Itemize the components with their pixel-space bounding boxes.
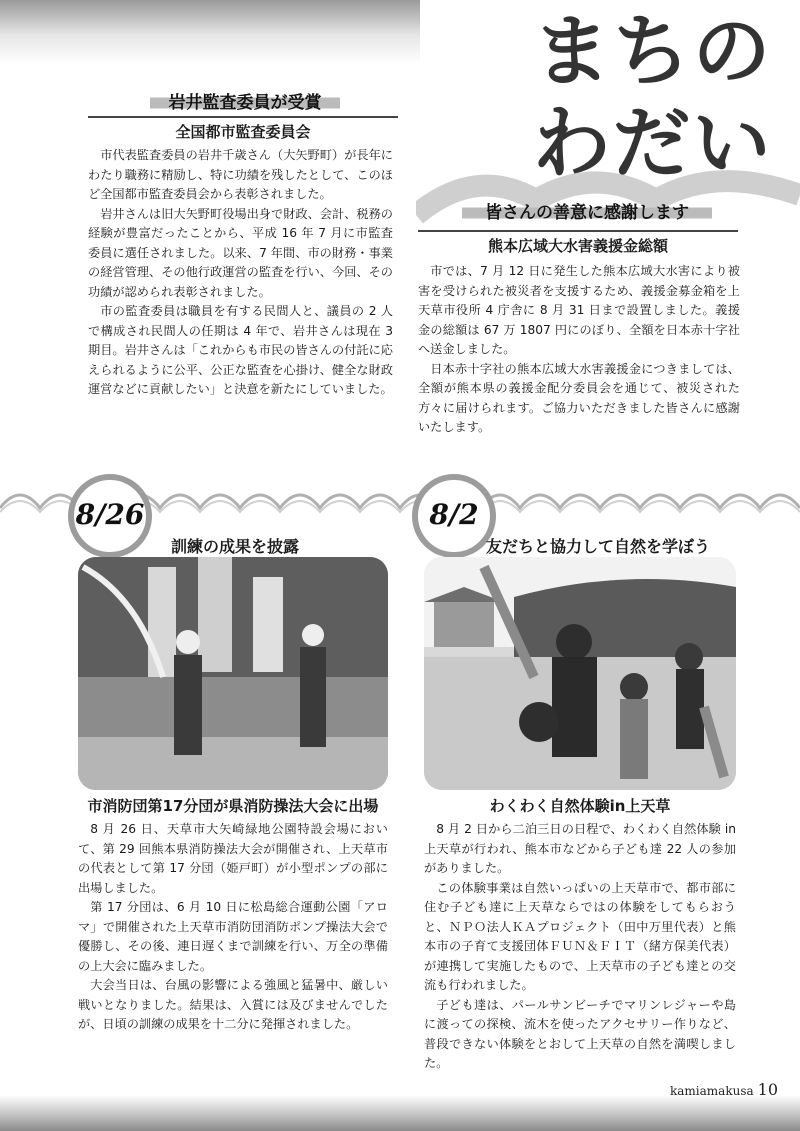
article3-caption: 市消防団第17分団が県消防操法大会に出場	[87, 797, 379, 815]
article2-paragraph: 日本赤十字社の熊本広域大水害義援金につきましては、全額が熊本県の義援金配分委員会を通じて、被災された方々に届けられます。ご協力いただきました皆さんに感謝いたします。	[418, 361, 740, 434]
article4-paragraph: 8 月 2 日から二泊三日の日程で、わくわく自然体験 in 上天草が行われ、熊本市などから子ども達 22 人の参加がありました。	[424, 822, 736, 875]
article3-paragraph: 大会当日は、台風の影響による強風と猛暑中、厳しい戦いとなりました。結果は、入賞には及びませんでしたが、日頃の訓練の成果を十二分に発揮されました。	[78, 978, 388, 1031]
article1-body	[88, 146, 393, 400]
fire-brigade-photo	[78, 557, 388, 790]
date-slash: /	[448, 498, 460, 531]
page-footer	[670, 1080, 778, 1099]
article4-date-month: 8	[429, 498, 449, 531]
article2-subheading: 熊本広域大水害義援金総額	[418, 230, 738, 256]
footer-brand: kamiamakusa	[669, 1084, 754, 1098]
article3-date-badge	[68, 474, 152, 558]
article3-date-day: 26	[105, 498, 145, 531]
article2-heading: 皆さんの善意に感謝します	[462, 198, 712, 222]
page-title-line2: わだい	[532, 99, 773, 189]
nature-experience-photo	[424, 557, 736, 790]
article3-paragraph: 8 月 26 日、天草市大矢崎緑地公園特設会場において、第 29 回熊本県消防操法大会が開催され、上天草市の代表として第 17 分団（姫戸町）が小型ポンプの部に出場しました。	[78, 822, 388, 895]
article1-paragraph: 岩井さんは旧大矢野町役場出身で財政、会計、税務の経験が豊富だったことから、平成 16 年 7 月に市監査委員に選任されました。以来、7 年間、市の財務・事業の経営管理、その他行政運営の監査を行い、今回、その功績が認められ表彰されました。	[88, 206, 393, 299]
article1-heading: 岩井監査委員が受賞	[150, 88, 340, 112]
article2-paragraph: 市では、7 月 12 日に発生した熊本広域大水害により被害を受けられた被災者を支援するため、義援金募金箱を上天草市役所 4 庁舎に 8 月 31 日まで設置しました。義援金の総額は 67 万 1807 円にのぼり、全額を日本赤十字社へ送金しました。	[418, 264, 740, 356]
top-gradient-bar	[0, 0, 420, 64]
fire-brigade-image	[78, 557, 388, 790]
article1-paragraph: 市代表監査委員の岩井千歳さん（大矢野町）が長年にわたり職務に精励し、特に功績を残したとして、このほど全国都市監査委員会から表彰されました。	[88, 148, 393, 201]
article1-subheading: 全国都市監査委員会	[88, 116, 398, 142]
bottom-gradient-bar	[0, 1095, 800, 1131]
page-title-line1: まちの	[532, 7, 773, 97]
article2-body	[418, 262, 740, 438]
page-number: 10	[757, 1080, 778, 1099]
article1-paragraph: 市の監査委員は職員を有する民間人と、議員の 2 人で構成され民間人の任期は 4 年で、岩井さんは現在 3 期目。岩井さんは「これからも市民の皆さんの付託に応えられるように公平、公正な監査を心掛け、健全な財政運営などに貢献したい」と決意を新たにしていました。	[88, 304, 393, 396]
article4-headline: 友だちと協力して自然を学ぼう	[485, 537, 710, 556]
article3-date-month: 8	[75, 498, 96, 531]
article4-body	[424, 820, 736, 1074]
article4-caption: わくわく自然体験in上天草	[489, 797, 671, 815]
article3-body	[78, 820, 388, 1035]
article4-paragraph: 子ども達は、パールサンビーチでマリンレジャーや島に渡っての探検、流木を使ったアクセサリー作りなど、普段できない体験をとおして上天草の自然を満喫しました。	[424, 997, 736, 1070]
date-slash: /	[95, 498, 106, 531]
article4-paragraph: この体験事業は自然いっぱいの上天草市で、都市部に住む子ども達に上天草ならではの体験をしてもらおうと、ＮＰＯ法人ＫＡプロジェクト（田中万里代表）と熊本市の子育て支援団体ＦＵＮ＆ＦＩＴ（緒方保美代表）が連携して実施したもので、上天草市の子ども達との交流も行われました。	[424, 880, 736, 992]
article3-paragraph: 第 17 分団は、6 月 10 日に松島総合運動公園「アロマ」で開催された上天草市消防団消防ポンプ操法大会で優勝し、その後、連日遅くまで訓練を行い、万全の準備の上大会に臨みました。	[78, 900, 388, 973]
nature-experience-image	[424, 557, 736, 790]
article4-date-day: 2	[459, 498, 479, 531]
article3-headline: 訓練の成果を披露	[170, 537, 299, 556]
